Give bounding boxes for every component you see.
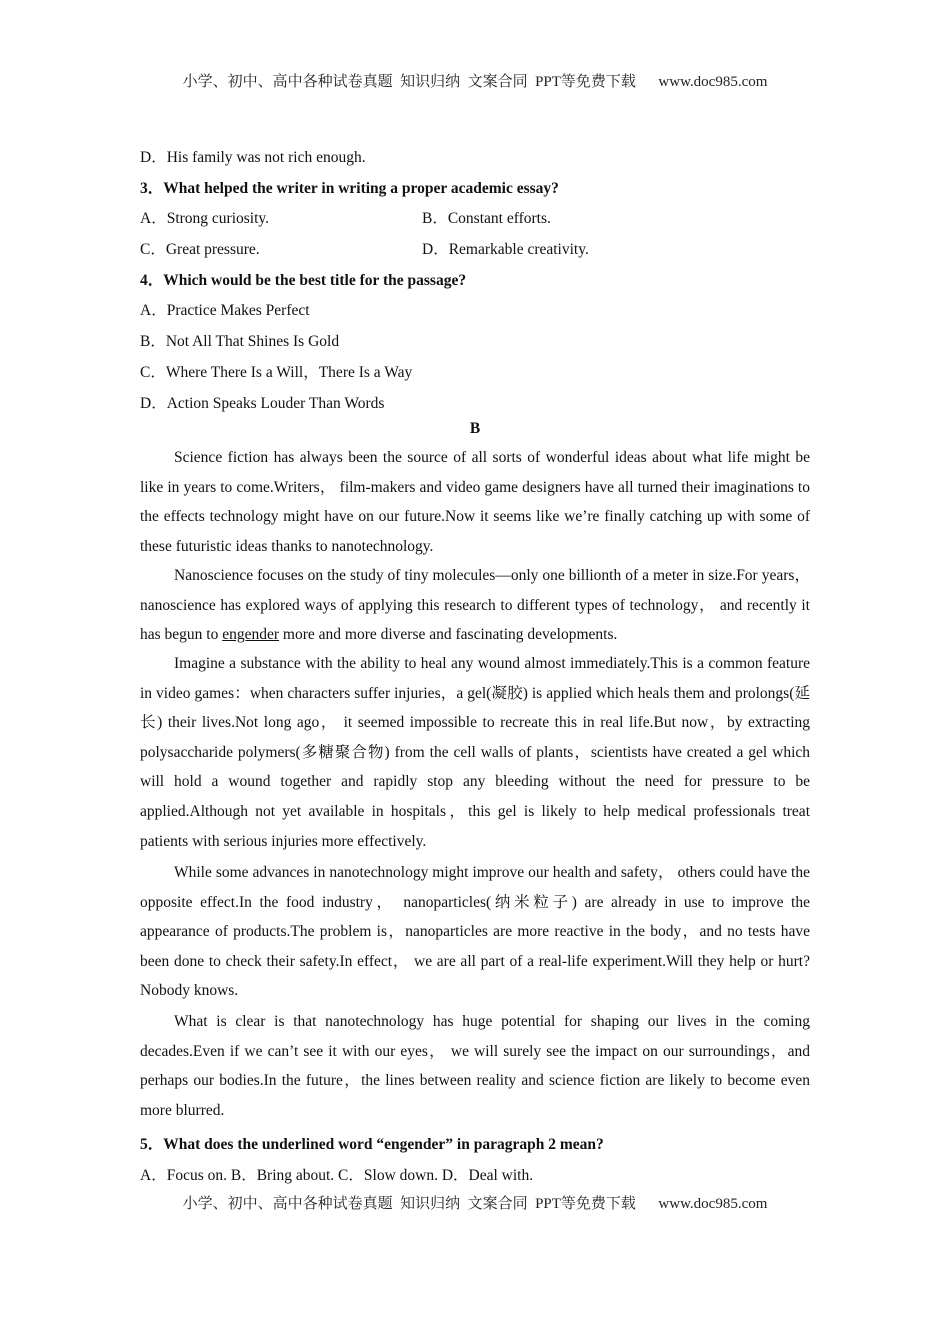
q4-option-b: B．Not All That Shines Is Gold bbox=[140, 333, 340, 350]
q3-question: 3．What helped the writer in writing a proper academic essay? bbox=[140, 180, 559, 197]
underlined-word: engender bbox=[222, 626, 280, 644]
passage-paragraph-1: Science fiction has always been the source of all sorts of wonderful ideas about what life might be like in years to come.Writers， film-makers and video game designers have all turned their imaginations to the effects technology might have on our future.Now it seems like we’re finally catching up with some of these futuristic ideas thanks to nanotechnology. bbox=[140, 449, 810, 555]
q4-option-a: A．Practice Makes Perfect bbox=[140, 302, 310, 319]
q4-question: 4．Which would be the best title for the passage? bbox=[140, 272, 467, 289]
page-header: 小学、初中、高中各种试卷真题 知识归纳 文案合同 PPT等免费下载 www.doc985.com bbox=[182, 74, 768, 90]
q5-options: A．Focus on. B．Bring about. C．Slow down. D．Deal with. bbox=[140, 1167, 534, 1184]
q4-option-d: D．Action Speaks Louder Than Words bbox=[140, 395, 385, 412]
passage-paragraph-2 bbox=[140, 561, 810, 650]
passage-paragraph-3: Imagine a substance with the ability to heal any wound almost immediately.This is a common feature in video games：when characters suffer injuries，a gel(凝胶) is applied which heals them and prolongs(延长) their lives.Not long ago， it seemed impossible to recreate this in real life.But now，by extracting polysaccharide polymers(多糖聚合物) from the cell walls of plants，scientists have created a gel which will hold a wound together and rapidly stop any bleeding without the need for pressure to be applied.Although not yet available in hospitals，this gel is likely to help medical professionals treat patients with serious injuries more effectively. bbox=[140, 655, 810, 850]
q5-question: 5．What does the underlined word “engender” in paragraph 2 mean? bbox=[140, 1136, 604, 1153]
paragraph-2-text-before: Nanoscience focuses on the study of tiny molecules—only one billionth of a meter in size.For years， nanoscience has explored ways of applying this research to different types of technology， and recently it has begun to bbox=[140, 567, 810, 644]
passage-paragraph-4: While some advances in nanotechnology might improve our health and safety， others could have the opposite effect.In the food industry， nanoparticles(纳米粒子) are already in use to improve the appearance of products.The problem is，nanoparticles are more reactive in the body，and no tests have been done to check their safety.In effect， we are all part of a real-life experiment.Will they help or hurt? Nobody knows. bbox=[140, 864, 810, 1000]
q3-option-d: D．Remarkable creativity. bbox=[422, 241, 589, 258]
q4-option-c: C．Where There Is a Will，There Is a Way bbox=[140, 364, 413, 381]
paragraph-2-text-after: more and more diverse and fascinating developments. bbox=[279, 626, 618, 644]
q3-option-c: C．Great pressure. bbox=[140, 241, 260, 258]
passage-paragraph-5: What is clear is that nanotechnology has huge potential for shaping our lives in the coming decades.Even if we can’t see it with our eyes， we will surely see the impact on our surroundings，and perhaps our bodies.In the future，the lines between reality and science fiction are likely to become even more blurred. bbox=[140, 1013, 810, 1119]
page-footer: 小学、初中、高中各种试卷真题 知识归纳 文案合同 PPT等免费下载 www.doc985.com bbox=[182, 1196, 768, 1212]
section-title: B bbox=[469, 420, 481, 437]
q3-option-b: B．Constant efforts. bbox=[422, 210, 551, 227]
q3-option-a: A．Strong curiosity. bbox=[140, 210, 270, 227]
q2-option-d: D．His family was not rich enough. bbox=[140, 149, 366, 166]
